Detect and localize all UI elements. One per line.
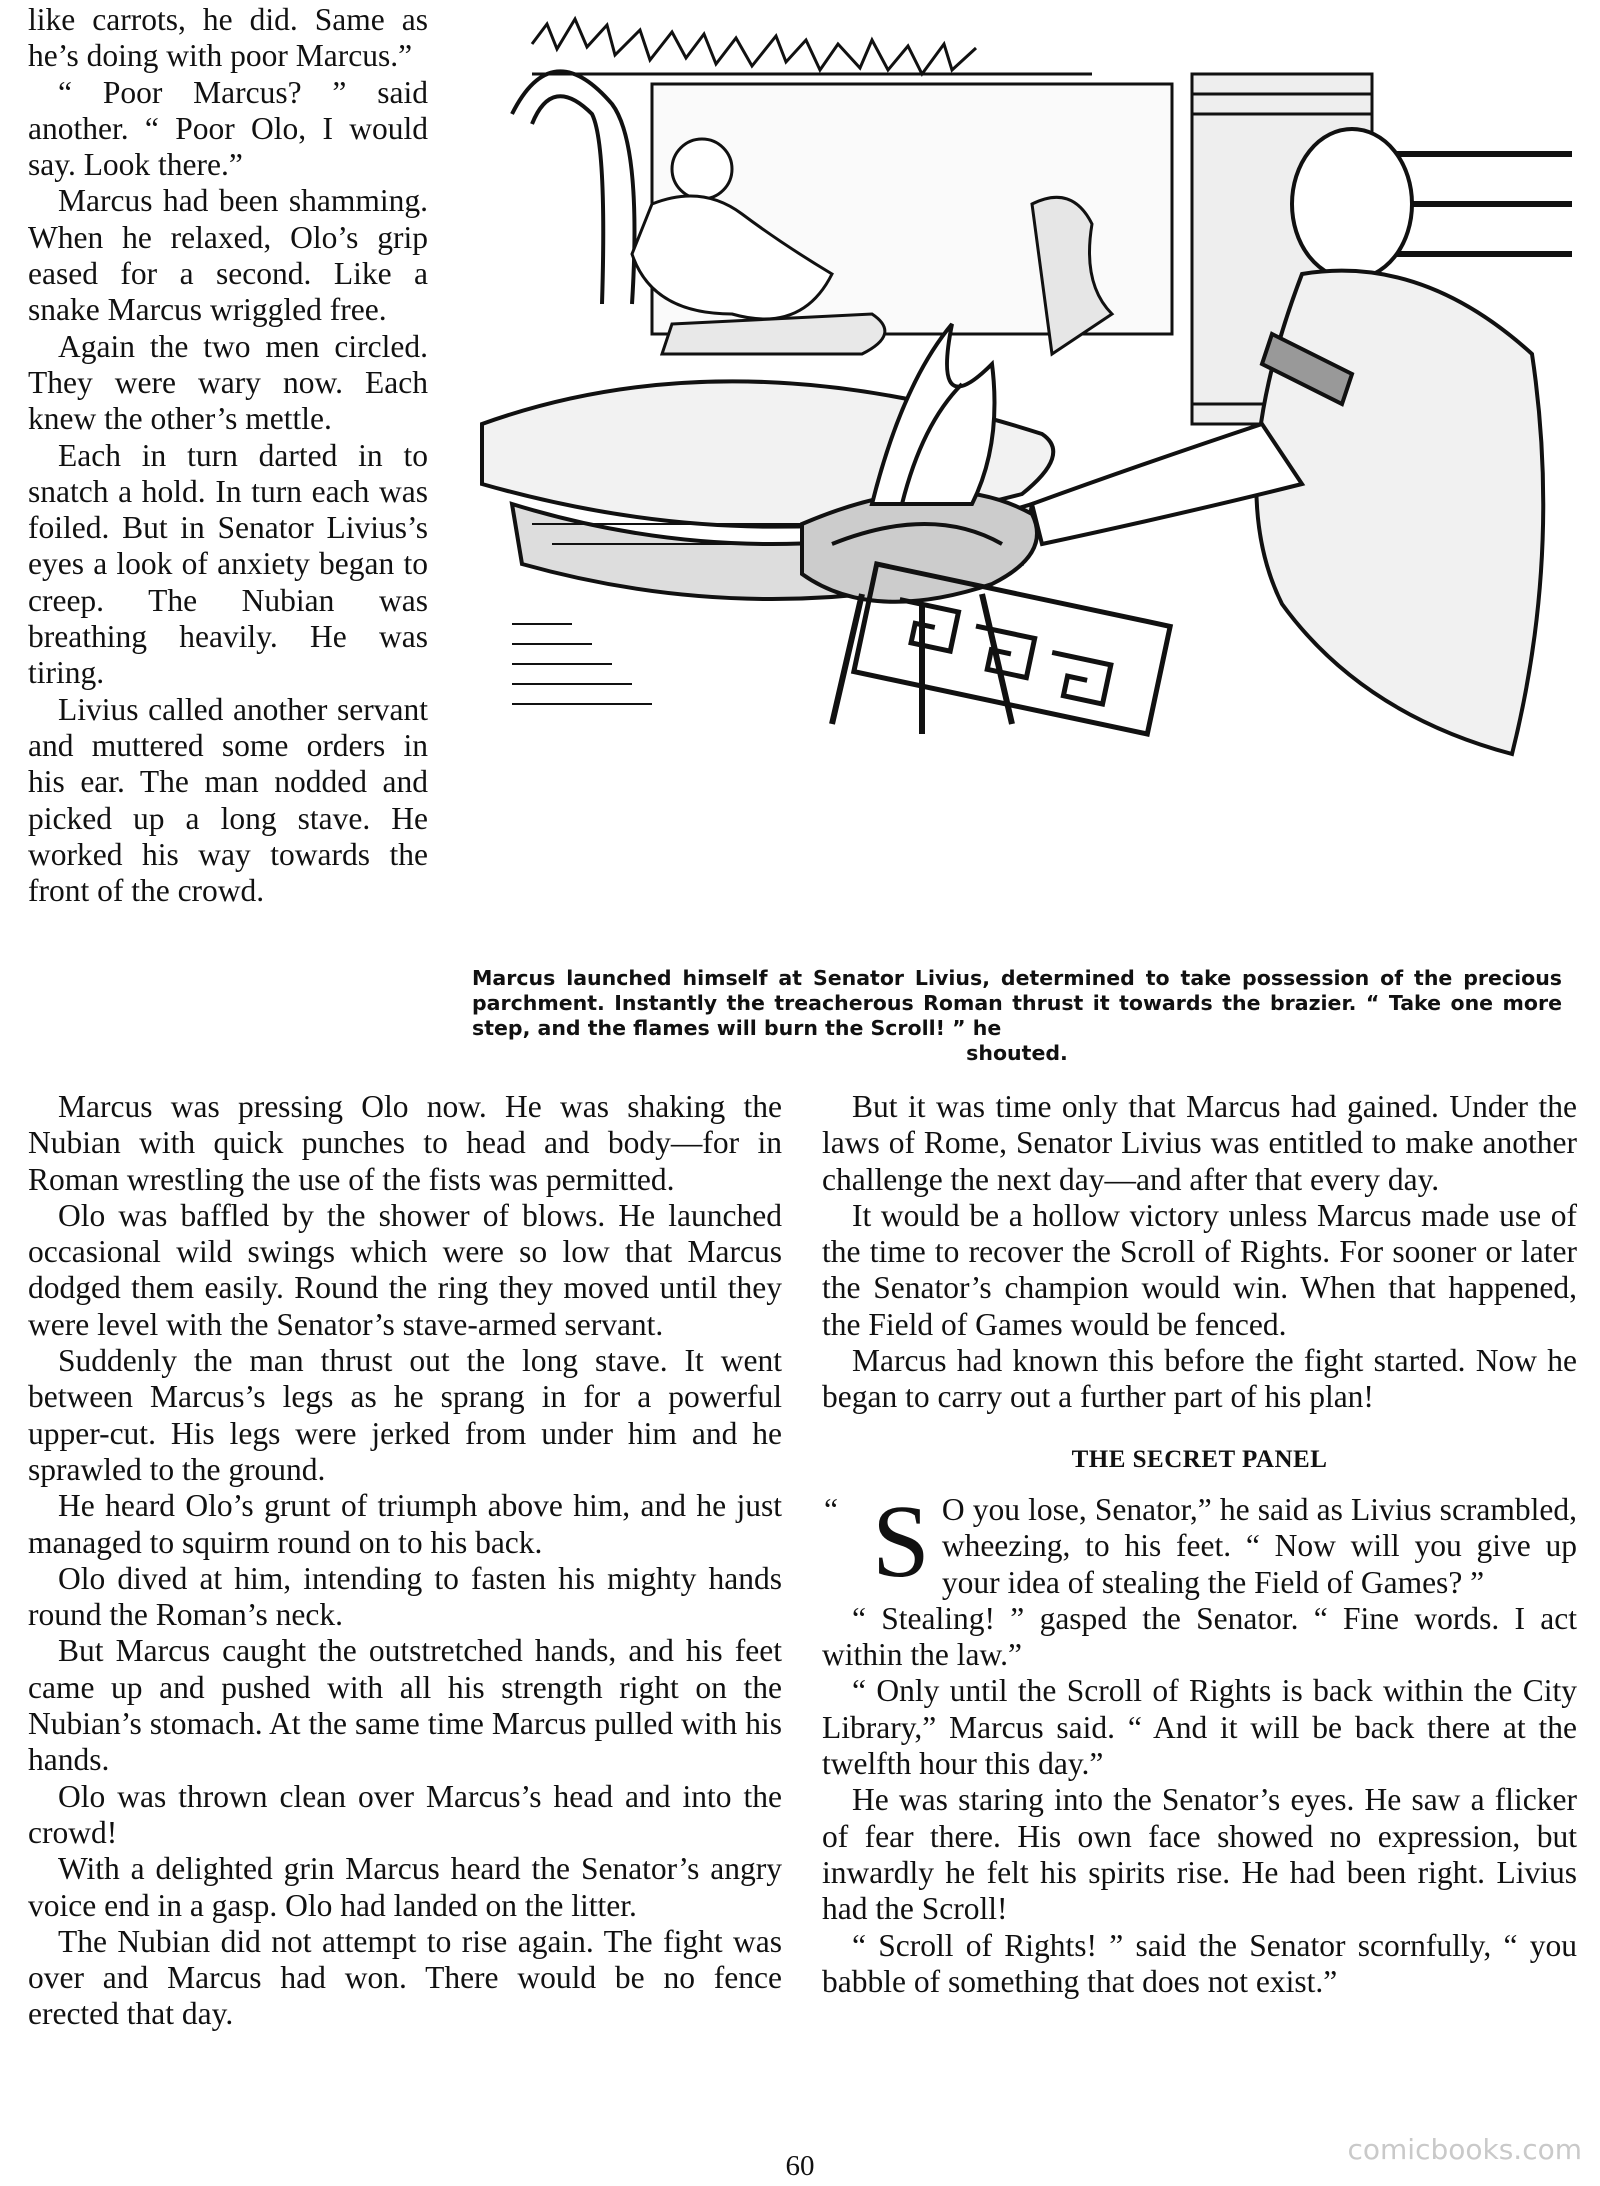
paragraph: Marcus was pressing Olo now. He was shaking the Nubian with quick punches to head and body—for in Roman wrestling the use of the fists was permitted. <box>28 1089 782 1197</box>
caption-text: Marcus launched himself at Senator Livius, determined to take possession of the precious parchment. Instantly the treacherous Roman thrust it towards the brazier. “ Take one more step, and the flames will burn the Scroll! ” he <box>472 966 1562 1040</box>
dropcap-open-quote: “ <box>824 1491 838 1527</box>
illustration-marcus-and-senator <box>472 4 1572 946</box>
column-bottom-right <box>822 1089 1577 2000</box>
paragraph: “ Scroll of Rights! ” said the Senator scornfully, “ you babble of something that does not exist.” <box>822 1927 1577 1999</box>
dropcap-letter: S <box>871 1483 930 1599</box>
watermark: comicbooks.com <box>1347 2133 1582 2166</box>
paragraph: Marcus had been shamming. When he relaxed, Olo’s grip eased for a second. Like a snake Marcus wriggled free. <box>28 183 428 328</box>
paragraph: Suddenly the man thrust out the long stave. It went between Marcus’s legs as he sprang in for a powerful upper-cut. His legs were jerked from under him and he sprawled to the ground. <box>28 1343 782 1487</box>
paragraph: Olo was thrown clean over Marcus’s head and into the crowd! <box>28 1778 782 1850</box>
paragraph: Livius called another servant and muttered some orders in his ear. The man nodded and picked up a long stave. He worked his way towards the front of the crowd. <box>28 691 428 909</box>
paragraph: Olo was baffled by the shower of blows. He launched occasional wild swings which were so low that Marcus dodged them easily. Round the ring they moved until they were level with the Senator’s stave-armed servant. <box>28 1197 782 1342</box>
paragraph: The Nubian did not attempt to rise again. The fight was over and Marcus had won. There would be no fence erected that day. <box>28 1923 782 2032</box>
paragraph: Marcus had known this before the fight started. Now he began to carry out a further part of his plan! <box>822 1343 1577 1415</box>
paragraph: He heard Olo’s grunt of triumph above him, and he just managed to squirm round on to his back. <box>28 1488 782 1560</box>
paragraph: like carrots, he did. Same as he’s doing with poor Marcus.” <box>28 2 428 74</box>
illustration-drawing <box>472 4 1572 946</box>
paragraph: Olo dived at him, intending to fasten his mighty hands round the Roman’s neck. <box>28 1560 782 1633</box>
paragraph: Again the two men circled. They were wary now. Each knew the other’s mettle. <box>28 328 428 437</box>
paragraph: “ Stealing! ” gasped the Senator. “ Fine words. I act within the law.” <box>822 1600 1577 1673</box>
paragraph: But it was time only that Marcus had gained. Under the laws of Rome, Senator Livius was entitled to make another challenge the next day—and after that every day. <box>822 1089 1577 1197</box>
dropcap-paragraph <box>822 1483 1577 1601</box>
paragraph: But Marcus caught the outstretched hands, and his feet came up and pushed with all his strength right on the Nubian’s stomach. At the same time Marcus pulled with his hands. <box>28 1633 782 1778</box>
paragraph: “ Only until the Scroll of Rights is back within the City Library,” Marcus said. “ And it will be back there at the twelfth hour this day.” <box>822 1673 1577 1782</box>
paragraph: Each in turn darted in to snatch a hold. In turn each was foiled. But in Senator Livius’s eyes a look of anxiety began to creep. The Nubian was breathing heavily. He was tiring. <box>28 437 428 691</box>
paragraph: It would be a hollow victory unless Marcus made use of the time to recover the Scroll of Rights. For sooner or later the Senator’s champion would win. When that happened, the Field of Games would be fenced. <box>822 1197 1577 1342</box>
page-number: 60 <box>785 2150 815 2182</box>
caption-last-word: shouted. <box>966 1041 1068 1065</box>
paragraph: He was staring into the Senator’s eyes. He saw a flicker of fear there. His own face showed no expression, but inwardly he felt his spirits rise. He had been right. Livius had the Scroll! <box>822 1782 1577 1927</box>
illustration-caption <box>472 966 1562 1066</box>
paragraph: “ Poor Marcus? ” said another. “ Poor Olo, I would say. Look there.” <box>28 74 428 183</box>
dropcap-rest: O you lose, Senator,” he said as Livius scrambled, wheezing, to his feet. “ Now will you give up your idea of stealing the Field of Games? ” <box>941 1491 1577 1600</box>
paragraph: With a delighted grin Marcus heard the Senator’s angry voice end in a gasp. Olo had landed on the litter. <box>28 1851 782 1923</box>
column-top-left <box>28 2 428 909</box>
section-heading: THE SECRET PANEL <box>1071 1445 1328 1473</box>
column-bottom-left <box>28 1089 782 2033</box>
